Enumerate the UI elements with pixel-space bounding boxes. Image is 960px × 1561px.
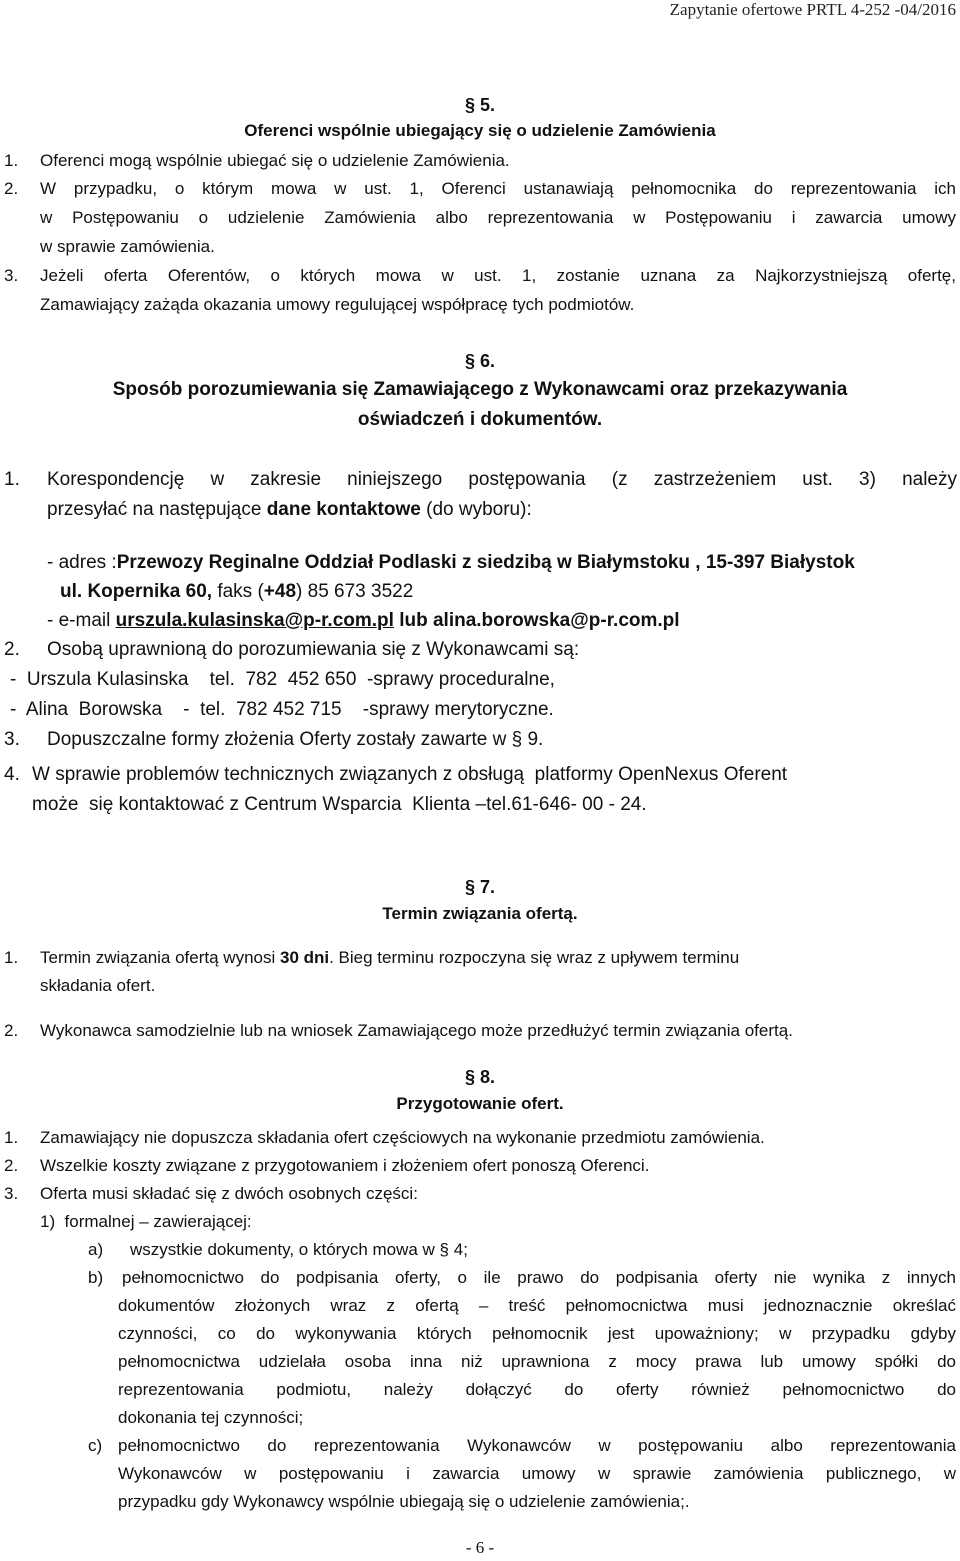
- s8-sub-b-line-3: czynności, co do wykonywania których pełnomocnik jest upoważniony; w przypadku gdyby: [118, 1324, 956, 1343]
- s6-item-4-line-1: W sprawie problemów technicznych związanych z obsługą platformy OpenNexus Oferent: [32, 764, 788, 785]
- contact-data-label: dane kontaktowe: [266, 499, 421, 520]
- s5-item-3-number: 3.: [4, 266, 19, 285]
- contact-person-1: - Urszula Kulasinska tel. 782 452 650 -sprawy proceduralne,: [10, 669, 555, 690]
- s8-sub-1: 1) formalnej – zawierającej:: [40, 1212, 252, 1231]
- s8-sub-b-line-2: dokumentów złożonych wraz z ofertą – treść pełnomocnictwa musi jednoznacznie określać: [118, 1296, 956, 1315]
- street-address: ul. Kopernika 60,: [60, 581, 213, 602]
- s7-item-1-line-2: składania ofert.: [40, 976, 156, 995]
- contact-person-2: - Alina Borowska - tel. 782 452 715 -sprawy merytoryczne.: [10, 699, 554, 720]
- s8-sub-b-line-1: pełnomocnictwo do podpisania oferty, o ile prawo do podpisania oferty nie wynika z innych: [122, 1268, 956, 1287]
- s6-item-4-number: 4.: [4, 764, 20, 785]
- address-label: - adres :: [47, 552, 117, 573]
- fax-label: faks (: [212, 581, 264, 602]
- s7-item-1-number: 1.: [4, 948, 19, 967]
- s6-item-1-suffix: (do wyboru):: [420, 499, 532, 520]
- s6-item-1-text: przesyłać na następujące: [47, 499, 267, 520]
- email-label: - e-mail: [47, 610, 116, 631]
- s5-item-2-line-2: w Postępowaniu o udzielenie Zamówienia albo reprezentowania w Postępowaniu i zawarcia umowy: [40, 208, 956, 227]
- address-value: Przewozy Reginalne Oddział Podlaski z siedzibą w Białymstoku , 15-397 Białystok: [116, 552, 855, 573]
- s8-sub-b-line-5: reprezentowania podmiotu, należy dołączyć do oferty również pełnomocnictwo do: [118, 1380, 956, 1399]
- fax-number: ) 85 673 3522: [296, 581, 414, 602]
- section-7-number: § 7.: [464, 877, 496, 897]
- s8-sub-a-text: wszystkie dokumenty, o których mowa w § 4;: [130, 1240, 468, 1259]
- s6-item-2-number: 2.: [4, 639, 20, 660]
- s8-item-3-text: Oferta musi składać się z dwóch osobnych części:: [40, 1184, 418, 1203]
- email-link-part-1[interactable]: urszula: [115, 610, 183, 631]
- s8-sub-c-line-1: pełnomocnictwo do reprezentowania Wykonawców w postępowaniu albo reprezentowania: [118, 1436, 956, 1455]
- section-7-title: Termin związania ofertą.: [382, 904, 578, 923]
- s6-item-2-text: Osobą uprawnioną do porozumiewania się z Wykonawcami są:: [47, 639, 580, 660]
- s5-item-2-line-1: W przypadku, o którym mowa w ust. 1, Oferenci ustanawiają pełnomocnika do reprezentowania ich: [40, 179, 956, 198]
- s8-sub-a-letter: a): [88, 1240, 104, 1259]
- s5-item-1-number: 1.: [4, 151, 19, 170]
- section-6-title-line-1: Sposób porozumiewania się Zamawiającego z Wykonawcami oraz przekazywania: [112, 379, 848, 400]
- s7-item-2-number: 2.: [4, 1021, 19, 1040]
- s7-item-1-line-1: [40, 947, 739, 969]
- s8-sub-c-line-2: Wykonawców w postępowaniu i zawarcia umowy w sprawie zamówienia publicznego, w: [118, 1464, 956, 1483]
- s6-item-1-number: 1.: [4, 469, 20, 490]
- s5-item-3-line-2: Zamawiający zażąda okazania umowy regulującej współpracę tych podmiotów.: [40, 295, 635, 314]
- s7-item-1-text: Termin związania ofertą wynosi: [40, 948, 280, 967]
- address-line-2: [60, 579, 413, 605]
- s6-item-3-number: 3.: [4, 729, 20, 750]
- section-5-title: Oferenci wspólnie ubiegający się o udzielenie Zamówienia: [244, 121, 716, 140]
- address-line: [47, 550, 855, 576]
- s5-item-2-line-3: w sprawie zamówienia.: [40, 237, 215, 256]
- s8-item-3-number: 3.: [4, 1184, 19, 1203]
- s5-item-1-text: Oferenci mogą wspólnie ubiegać się o udzielenie Zamówienia.: [40, 151, 510, 170]
- s6-item-3-text: Dopuszczalne formy złożenia Oferty zostały zawarte w § 9.: [47, 729, 544, 750]
- s8-item-2-text: Wszelkie koszty związane z przygotowaniem i złożeniem ofert ponoszą Oferenci.: [40, 1156, 650, 1175]
- s6-item-4-line-2: może się kontaktować z Centrum Wsparcia Klienta –tel.61-646- 00 - 24.: [32, 794, 647, 815]
- binding-period: 30 dni: [279, 948, 330, 967]
- page-number: - 6 -: [465, 1538, 495, 1557]
- s8-sub-c-line-3: przypadku gdy Wykonawcy wspólnie ubiegają się o udzielenie zamówienia;.: [118, 1492, 690, 1511]
- s8-sub-c-letter: c): [88, 1436, 103, 1455]
- section-5-number: § 5.: [464, 95, 496, 115]
- s6-item-1-line-2: [47, 497, 532, 523]
- s8-item-2-number: 2.: [4, 1156, 19, 1175]
- section-8-title: Przygotowanie ofert.: [396, 1094, 564, 1113]
- s5-item-3-line-1: Jeżeli oferta Oferentów, o których mowa w ust. 1, zostanie uznana za Najkorzystniejszą ofertę,: [40, 266, 956, 285]
- s8-sub-b-line-4: pełnomocnictwa udzielała osoba inna niż uprawniona z mocy prawa lub umowy spółki do: [118, 1352, 956, 1371]
- s8-item-1-text: Zamawiający nie dopuszcza składania ofert częściowych na wykonanie przedmiotu zamówienia.: [40, 1128, 765, 1147]
- s5-item-2-number: 2.: [4, 179, 19, 198]
- s6-item-1-line-1: Korespondencję w zakresie niniejszego postępowania (z zastrzeżeniem ust. 3) należy: [47, 469, 957, 490]
- email-line: [47, 608, 680, 634]
- s8-item-1-number: 1.: [4, 1128, 19, 1147]
- s7-item-2-text: Wykonawca samodzielnie lub na wniosek Zamawiającego może przedłużyć termin związania ofertą.: [40, 1021, 793, 1040]
- s7-item-1-text-cont: . Bieg terminu rozpoczyna się wraz z upływem terminu: [329, 948, 740, 967]
- email-alternative: lub alina.borowska@p-r.com.pl: [393, 610, 680, 631]
- email-link-part-2[interactable]: .kulasinska@p-r.com.pl: [182, 610, 394, 631]
- s8-sub-b-line-6: dokonania tej czynności;: [118, 1408, 304, 1427]
- section-6-number: § 6.: [464, 351, 496, 371]
- document-header: Zapytanie ofertowe PRTL 4-252 -04/2016: [669, 0, 956, 19]
- fax-country-code: +48: [263, 581, 297, 602]
- section-8-number: § 8.: [464, 1067, 496, 1087]
- section-6-title-line-2: oświadczeń i dokumentów.: [357, 409, 603, 430]
- s8-sub-b-letter: b): [88, 1268, 104, 1287]
